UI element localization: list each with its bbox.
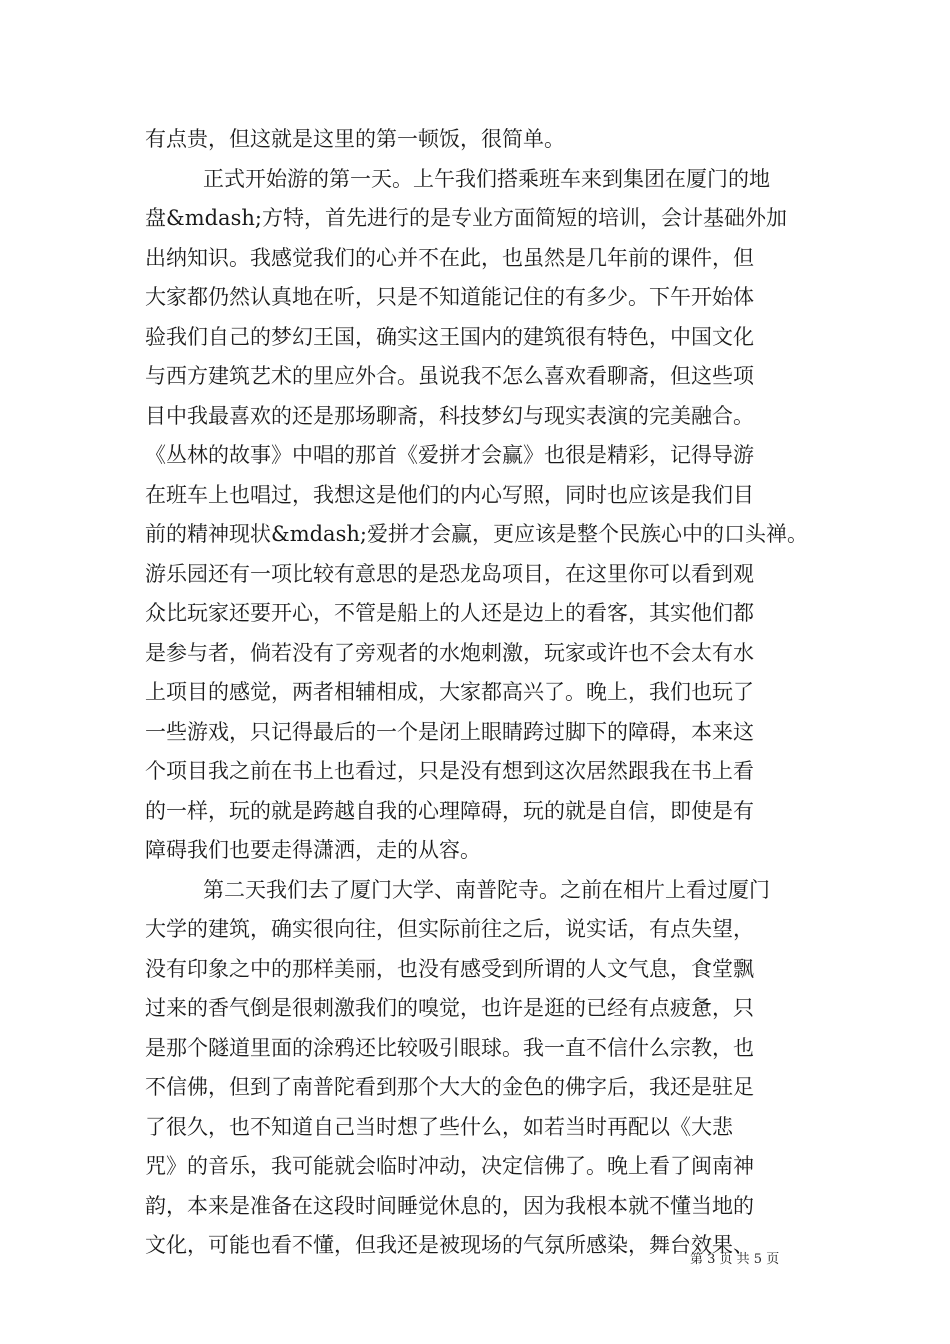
text-line: 没有印象之中的那样美丽，也没有感受到所谓的人文气息，食堂飘 [145,956,754,981]
body-text [145,120,825,1266]
text-line: 不信佛，但到了南普陀看到那个大大的金色的佛字后，我还是驻足 [145,1075,754,1099]
text-line: 了很久，也不知道自己当时想了些什么，如若当时再配以《大悲 [145,1114,733,1139]
text-line: 在班车上也唱过，我想这是他们的内心写照，同时也应该是我们目 [145,482,754,507]
text-line: 大学的建筑，确实很向往，但实际前往之后，说实话，有点失望， [145,917,754,941]
text-line: 前的精神现状&mdash;爱拼才会赢，更应该是整个民族心中的口头禅。 [145,522,808,546]
text-line: 一些游戏，只记得最后的一个是闭上眼睛跨过脚下的障碍，本来这 [145,719,754,744]
text-line: 个项目我之前在书上也看过，只是没有想到这次居然跟我在书上看 [145,759,754,783]
text-line: 游乐园还有一项比较有意思的是恐龙岛项目，在这里你可以看到观 [145,561,754,586]
text-line: 障碍我们也要走得潇洒，走的从容。 [145,838,481,862]
text-line: 与西方建筑艺术的里应外合。虽说我不怎么喜欢看聊斋，但这些项 [145,364,754,388]
text-line: 上项目的感觉，两者相辅相成，大家都高兴了。晚上，我们也玩了 [145,680,754,704]
text-line: 是那个隧道里面的涂鸦还比较吸引眼球。我一直不信什么宗教，也 [145,1035,754,1060]
text-line: 验我们自己的梦幻王国，确实这王国内的建筑很有特色，中国文化 [145,324,754,349]
text-line: 有点贵，但这就是这里的第一顿饭，很简单。 [145,127,565,151]
text-line: 过来的香气倒是很刺激我们的嗅觉，也许是逛的已经有点疲惫，只 [145,996,754,1020]
text-line: 《丛林的故事》中唱的那首《爱拼才会赢》也很是精彩，记得导游 [145,443,754,467]
text-line: 盘&mdash;方特，首先进行的是专业方面简短的培训，会计基础外加 [145,206,787,230]
text-line: 咒》的音乐，我可能就会临时冲动，决定信佛了。晚上看了闽南神 [145,1154,754,1178]
paragraph-start-line: 正式开始游的第一天。上午我们搭乘班车来到集团在厦门的地 [203,166,770,191]
text-line: 韵，本来是准备在这段时间睡觉休息的，因为我根本就不懂当地的 [145,1193,754,1218]
text-line: 大家都仍然认真地在听，只是不知道能记住的有多少。下午开始体 [145,285,754,309]
text-line: 文化，可能也看不懂，但我还是被现场的气氛所感染，舞台效果、 [145,1233,754,1257]
text-line: 众比玩家还要开心，不管是船上的人还是边上的看客，其实他们都 [145,601,754,625]
text-line: 的一样，玩的就是跨越自我的心理障碍，玩的就是自信，即使是有 [145,798,754,823]
text-line: 出纳知识。我感觉我们的心并不在此，也虽然是几年前的课件，但 [145,245,754,270]
page-number-footer: 第 3 页 共 5 页 [690,1252,780,1267]
text-line: 目中我最喜欢的还是那场聊斋，科技梦幻与现实表演的完美融合。 [145,403,754,428]
paragraph-start-line: 第二天我们去了厦门大学、南普陀寺。之前在相片上看过厦门 [203,877,770,902]
text-line: 是参与者，倘若没有了旁观者的水炮刺激，玩家或许也不会太有水 [145,640,754,665]
